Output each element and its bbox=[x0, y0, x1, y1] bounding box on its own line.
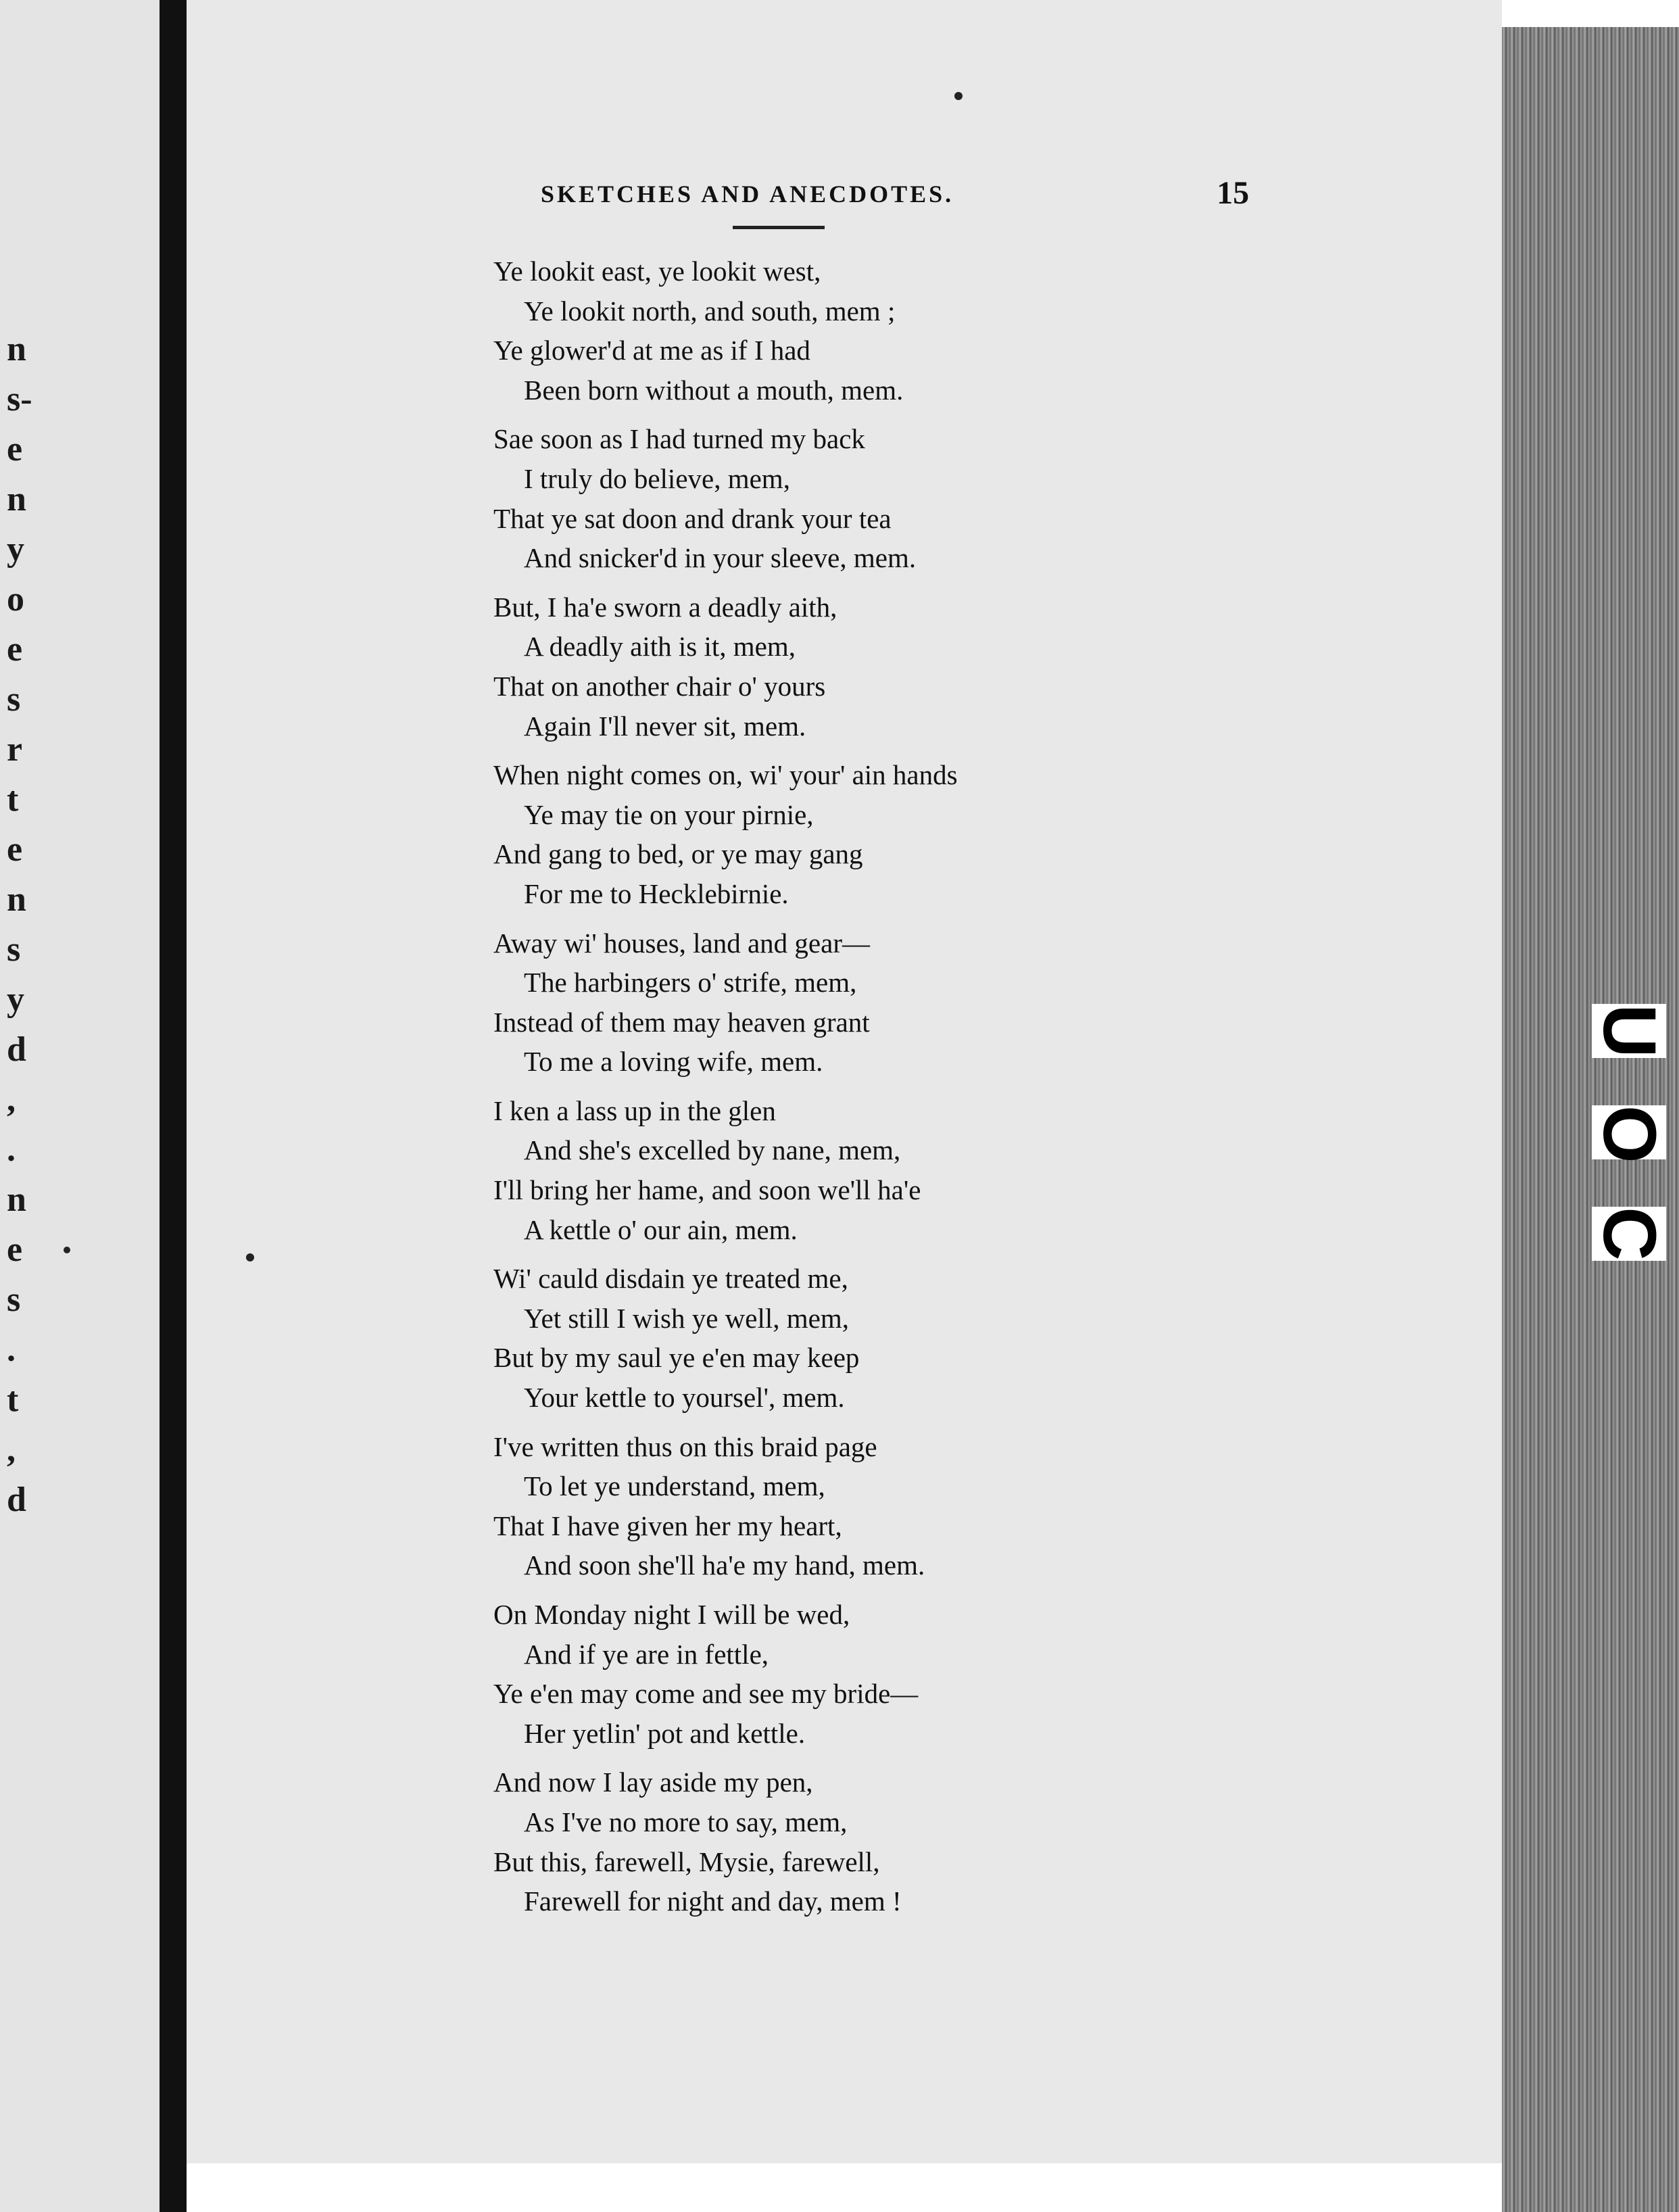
stanza bbox=[493, 587, 1169, 746]
poem-line: I ken a lass up in the glen bbox=[493, 1095, 776, 1126]
edge-stamp-letter: C bbox=[1588, 1207, 1671, 1261]
stanza bbox=[493, 1595, 1169, 1753]
poem-line: Ye lookit north, and south, mem ; bbox=[524, 295, 896, 327]
poem-line: I truly do believe, mem, bbox=[524, 462, 790, 494]
facing-page-fragment: r bbox=[7, 730, 23, 769]
ink-speck bbox=[246, 1253, 254, 1261]
facing-page-fragment: . bbox=[7, 1130, 16, 1169]
facing-page-fragment: s bbox=[7, 930, 21, 969]
stanza bbox=[493, 251, 1169, 410]
poem-line: Her yetlin' pot and kettle. bbox=[524, 1717, 806, 1749]
poem-line: And she's excelled by nane, mem, bbox=[524, 1134, 901, 1166]
stanza bbox=[493, 923, 1169, 1082]
poem-line: For me to Hecklebirnie. bbox=[524, 877, 789, 909]
poem-line: Your kettle to yoursel', mem. bbox=[524, 1382, 845, 1414]
edge-stamp-letter: O bbox=[1588, 1105, 1671, 1163]
poem-line: Instead of them may heaven grant bbox=[493, 1006, 870, 1038]
facing-page-fragment: n bbox=[7, 1180, 26, 1219]
facing-page-fragment: n bbox=[7, 480, 26, 519]
stanza bbox=[493, 1091, 1169, 1249]
facing-page-fragment: t bbox=[7, 780, 19, 819]
stanza bbox=[493, 755, 1169, 913]
book-gutter bbox=[160, 0, 187, 2212]
poem-line: To let ye understand, mem, bbox=[524, 1470, 825, 1502]
poem-line: Ye lookit east, ye lookit west, bbox=[493, 256, 821, 287]
poem-line: And if ye are in fettle, bbox=[524, 1638, 769, 1670]
facing-page-fragment: d bbox=[7, 1481, 26, 1519]
poem-line: To me a loving wife, mem. bbox=[524, 1046, 823, 1078]
poem-line: And now I lay aside my pen, bbox=[493, 1766, 813, 1798]
facing-page-edge bbox=[0, 0, 160, 2212]
poem-line: Ye e'en may come and see my bride— bbox=[493, 1678, 919, 1710]
facing-page-fragment: , bbox=[7, 1430, 16, 1469]
poem-line: Away wi' houses, land and gear— bbox=[493, 927, 870, 959]
facing-page-fragment: y bbox=[7, 530, 24, 569]
facing-page-fragment: e bbox=[7, 430, 23, 468]
stanza bbox=[493, 1259, 1169, 1417]
running-head: SKETCHES AND ANECDOTES. bbox=[541, 181, 954, 208]
facing-page-fragment: s- bbox=[7, 380, 32, 418]
facing-page-fragment: e bbox=[7, 830, 23, 869]
facing-page-fragment: t bbox=[7, 1380, 19, 1419]
page-number: 15 bbox=[1217, 175, 1249, 211]
poem-line: A deadly aith is it, mem, bbox=[524, 631, 796, 663]
facing-page-fragment: o bbox=[7, 580, 24, 619]
poem-line: And snicker'd in your sleeve, mem. bbox=[524, 542, 917, 574]
poem-line: But this, farewell, Mysie, farewell, bbox=[493, 1846, 880, 1877]
poem-line: I've written thus on this braid page bbox=[493, 1430, 877, 1462]
poem-line: I'll bring her hame, and soon we'll ha'e bbox=[493, 1174, 921, 1206]
poem-line: Ye glower'd at me as if I had bbox=[493, 335, 810, 366]
facing-page-fragment: n bbox=[7, 330, 26, 368]
poem-line: When night comes on, wi' your' ain hands bbox=[493, 759, 958, 791]
facing-page-fragment: . bbox=[7, 1330, 16, 1369]
facing-page-fragment: n bbox=[7, 880, 26, 919]
facing-page-fragment: e bbox=[7, 630, 23, 669]
poem bbox=[493, 251, 1169, 1931]
poem-line: A kettle o' our ain, mem. bbox=[524, 1213, 798, 1245]
poem-line: Wi' cauld disdain ye treated me, bbox=[493, 1263, 848, 1295]
header-rule bbox=[733, 226, 825, 229]
facing-page-fragment: s bbox=[7, 680, 21, 719]
stanza bbox=[493, 419, 1169, 577]
poem-line: And gang to bed, or ye may gang bbox=[493, 838, 863, 870]
stanza bbox=[493, 1427, 1169, 1585]
ink-speck bbox=[64, 1247, 70, 1253]
poem-line: As I've no more to say, mem, bbox=[524, 1806, 848, 1837]
facing-page-fragment: , bbox=[7, 1080, 16, 1119]
poem-line: Ye may tie on your pirnie, bbox=[524, 798, 814, 830]
poem-line: That ye sat doon and drank your tea bbox=[493, 502, 892, 534]
poem-line: Sae soon as I had turned my back bbox=[493, 423, 865, 455]
facing-page-fragment: d bbox=[7, 1030, 26, 1069]
facing-page-text-fragments bbox=[7, 324, 47, 1525]
poem-line: That on another chair o' yours bbox=[493, 670, 826, 702]
poem-line: And soon she'll ha'e my hand, mem. bbox=[524, 1549, 925, 1581]
poem-line: The harbingers o' strife, mem, bbox=[524, 967, 857, 999]
poem-line: Again I'll never sit, mem. bbox=[524, 710, 806, 742]
poem-line: But, I ha'e sworn a deadly aith, bbox=[493, 591, 837, 623]
facing-page-fragment: e bbox=[7, 1230, 23, 1269]
facing-page-fragment: s bbox=[7, 1280, 21, 1319]
stanza bbox=[493, 1762, 1169, 1921]
poem-line: But by my saul ye e'en may keep bbox=[493, 1342, 860, 1374]
poem-line: That I have given her my heart, bbox=[493, 1510, 842, 1541]
poem-line: Farewell for night and day, mem ! bbox=[524, 1885, 902, 1917]
ink-speck bbox=[954, 92, 963, 100]
poem-line: Been born without a mouth, mem. bbox=[524, 374, 904, 406]
facing-page-fragment: y bbox=[7, 980, 24, 1019]
poem-line: Yet still I wish ye well, mem, bbox=[524, 1302, 849, 1334]
poem-line: On Monday night I will be wed, bbox=[493, 1599, 850, 1630]
edge-stamp-letter: U bbox=[1588, 1004, 1671, 1058]
